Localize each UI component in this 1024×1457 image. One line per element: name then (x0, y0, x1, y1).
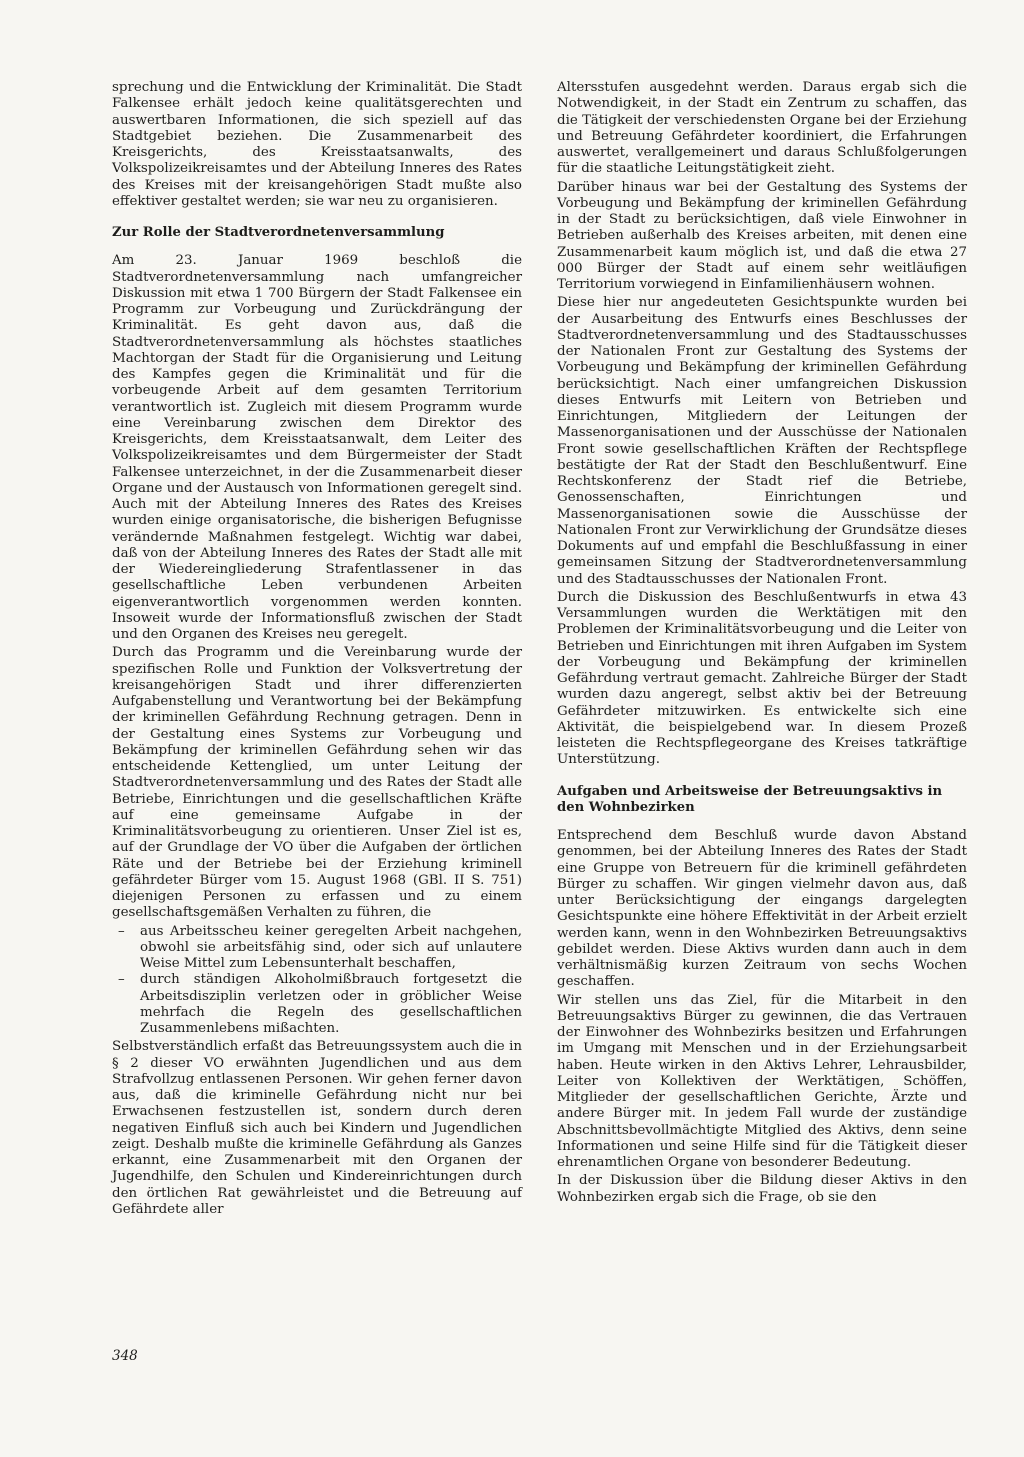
right-column (557, 80, 967, 1208)
page-number: 348 (112, 1348, 138, 1364)
left-column (112, 80, 522, 1220)
paragraph: Selbstverständlich erfaßt das Betreuungssystem auch die in § 2 dieser VO erwähnten Jugendlichen und aus dem Strafvollzug entlassenen Personen. Wir gehen ferner davon aus, daß die kriminelle Gefährdung nicht nur bei Erwachsenen festzustellen ist, sondern durch deren negativen Einfluß sich auch bei Kindern und Jugendlichen zeigt. Deshalb mußte die kriminelle Gefährdung als Ganzes erkannt, eine Zusammenarbeit mit den Organen der Jugendhilfe, den Schulen und Kindereinrichtungen durch den örtlichen Rat gewährleistet und die Betreuung auf Gefährdete aller (112, 1039, 522, 1217)
paragraph: Durch das Programm und die Vereinbarung wurde der spezifischen Rolle und Funktion der Volksvertretung der kreisangehörigen Stadt und ihrer differenzierten Aufgabenstellung und Verantwortung bei der Bekämpfung der kriminellen Gefährdung Rechnung getragen. Denn in der Gestaltung eines Systems zur Vorbeugung und Bekämpfung der kriminellen Gefährdung sehen wir das entscheidende Kettenglied, um unter Leitung der Stadtverordnetenversammlung und des Rates der Stadt alle Betriebe, Einrichtungen und die gesellschaftlichen Kräfte auf eine gemeinsame Aufgabe in der Kriminalitätsvorbeugung zu orientieren. Unser Ziel ist es, auf der Grundlage der VO über die Aufgaben der örtlichen Räte und der Betriebe bei der Erziehung kriminell gefährdeter Bürger vom 15. August 1968 (GBl. II S. 751) diejenigen Personen zu erfassen und zu einem gesellschaftsgemäßen Verhalten zu führen, die (112, 645, 522, 921)
dash-list (112, 924, 522, 1038)
paragraph: Wir stellen uns das Ziel, für die Mitarbeit in den Betreuungsaktivs Bürger zu gewinnen, die das Vertrauen der Einwohner des Wohnbezirks besitzen und Erfahrungen im Umgang mit Menschen und in der Erziehungsarbeit haben. Heute wirken in den Aktivs Lehrer, Lehrausbilder, Leiter von Kollektiven der Werktätigen, Schöffen, Mitglieder der gesellschaftlichen Gerichte, Ärzte und andere Bürger mit. In jedem Fall wurde der zuständige Abschnittsbevollmächtigte Mitglied des Aktivs, denn seine Informationen und seine Hilfe sind für die Tätigkeit dieser ehrenamtlichen Organe von besonderer Bedeutung. (557, 992, 967, 1170)
paragraph: Entsprechend dem Beschluß wurde davon Abstand genommen, bei der Abteilung Inneres des Rates der Stadt eine Gruppe von Betreuern für die kriminell gefährdeten Bürger zu schaffen. Wir gingen vielmehr davon aus, daß unter Berücksichtigung der eingangs dargelegten Gesichtspunkte eine höhere Effektivität in der Arbeit erzielt werden kann, wenn in den Wohnbezirken Betreuungsaktivs gebildet werden. Diese Aktivs wurden dann auch in dem verhältnismäßig kurzen Zeitraum von sechs Wochen geschaffen. (557, 828, 967, 990)
paragraph: In der Diskussion über die Bildung dieser Aktivs in den Wohnbezirken ergab sich die Frage, ob sie den (557, 1173, 967, 1205)
section-heading: Aufgaben und Arbeitsweise der Betreuungsaktivs in den Wohnbezirken (557, 783, 943, 815)
paragraph: sprechung und die Entwicklung der Kriminalität. Die Stadt Falkensee erhält jedoch keine qualitätsgerechten und auswertbaren Informationen, die sich speziell auf das Stadtgebiet beziehen. Die Zusammenarbeit des Kreisgerichts, des Kreisstaatsanwalts, des Volkspolizeikreisamtes und der Abteilung Inneres des Rates des Kreises mit der kreisangehörigen Stadt mußte also effektiver gestaltet werden; sie war neu zu organisieren. (112, 80, 522, 209)
paragraph: Altersstufen ausgedehnt werden. Daraus ergab sich die Notwendigkeit, in der Stadt ein Zentrum zu schaffen, das die Tätigkeit der verschiedensten Organe bei der Erziehung und Betreuung Gefährdeter koordiniert, die Erfahrungen auswertet, verallgemeinert und daraus Schlußfolgerungen für die staatliche Leitungstätigkeit zieht. (557, 80, 967, 177)
list-item: – aus Arbeitsscheu keiner geregelten Arbeit nachgehen, obwohl sie arbeitsfähig sind, oder sich auf unlautere Weise Mittel zum Lebensunterhalt beschaffen, (112, 924, 522, 973)
paragraph: Am 23. Januar 1969 beschloß die Stadtverordnetenversammlung nach umfangreicher Diskussion mit etwa 1 700 Bürgern der Stadt Falkensee ein Programm zur Vorbeugung und Zurückdrängung der Kriminalität. Es geht davon aus, daß die Stadtverordnetenversammlung als höchstes staatliches Machtorgan der Stadt für die Organisierung und Leitung des Kampfes gegen die Kriminalität und für die vorbeugende Arbeit auf dem gesamten Territorium verantwortlich ist. Zugleich mit diesem Programm wurde eine Vereinbarung zwischen dem Direktor des Kreisgerichts, dem Kreisstaatsanwalt, dem Leiter des Volkspolizeikreisamtes und dem Bürgermeister der Stadt Falkensee unterzeichnet, in der die Zusammenarbeit dieser Organe und der Austausch von Informationen geregelt sind. Auch mit der Abteilung Inneres des Rates des Kreises wurden einige organisatorische, die bisherigen Befugnisse verändernde Maßnahmen festgelegt. Wichtig war dabei, daß von der Abteilung Inneres des Rates der Stadt alle mit der Wiedereingliederung Strafentlassener in das gesellschaftliche Leben verbundenen Arbeiten eigenverantwortlich vorgenommen werden konnten. Insoweit wurde der Informationsfluß zwischen der Stadt und den Organen des Kreises neu geregelt. (112, 253, 522, 642)
section-heading: Zur Rolle der Stadtverordnetenversammlung (112, 225, 445, 240)
paragraph: Diese hier nur angedeuteten Gesichtspunkte wurden bei der Ausarbeitung des Entwurfs eines Beschlusses der Stadtverordnetenversammlung und des Stadtausschusses der Nationalen Front zur Gestaltung des Systems der Vorbeugung und Bekämpfung der kriminellen Gefährdung berücksichtigt. Nach einer umfangreichen Diskussion dieses Entwurfs mit Leitern von Betrieben und Einrichtungen, Mitgliedern der Leitungen der Massenorganisationen und der Ausschüsse der Nationalen Front sowie gesellschaftlichen Kräften der Rechtspflege bestätigte der Rat der Stadt den Beschlußentwurf. Eine Rechtskonferenz der Stadt rief die Betriebe, Genossenschaften, Einrichtungen und Massenorganisationen sowie die Ausschüsse der Nationalen Front zur Verwirklichung der Grundsätze dieses Dokuments auf und empfahl die Beschlußfassung in einer gemeinsamen Sitzung der Stadtverordnetenversammlung und des Stadtausschusses der Nationalen Front. (557, 295, 967, 587)
paragraph: Durch die Diskussion des Beschlußentwurfs in etwa 43 Versammlungen wurden die Werktätigen mit den Problemen der Kriminalitätsvorbeugung und die Leiter von Betrieben und Einrichtungen mit ihren Aufgaben im System der Vorbeugung und Bekämpfung der kriminellen Gefährdung vertraut gemacht. Zahlreiche Bürger der Stadt wurden dazu angeregt, selbst aktiv bei der Betreuung Gefährdeter mitzuwirken. Es entwickelte sich eine Aktivität, die beispielgebend war. In diesem Prozeß leisteten die Rechtspflegeorgane des Kreises tatkräftige Unterstützung. (557, 589, 967, 768)
paragraph: Darüber hinaus war bei der Gestaltung des Systems der Vorbeugung und Bekämpfung der kriminellen Gefährdung in der Stadt zu berücksichtigen, daß viele Einwohner in Betrieben außerhalb des Kreises arbeiten, mit denen eine Zusammenarbeit kaum möglich ist, und daß die etwa 27 000 Bürger der Stadt auf einem sehr weitläufigen Territorium vorwiegend in Einfamilienhäusern wohnen. (557, 179, 967, 292)
list-item: – durch ständigen Alkoholmißbrauch fortgesetzt die Arbeitsdisziplin verletzen oder in gröblicher Weise mehrfach die Regeln des gesellschaftlichen Zusammenlebens mißachten. (112, 972, 522, 1037)
